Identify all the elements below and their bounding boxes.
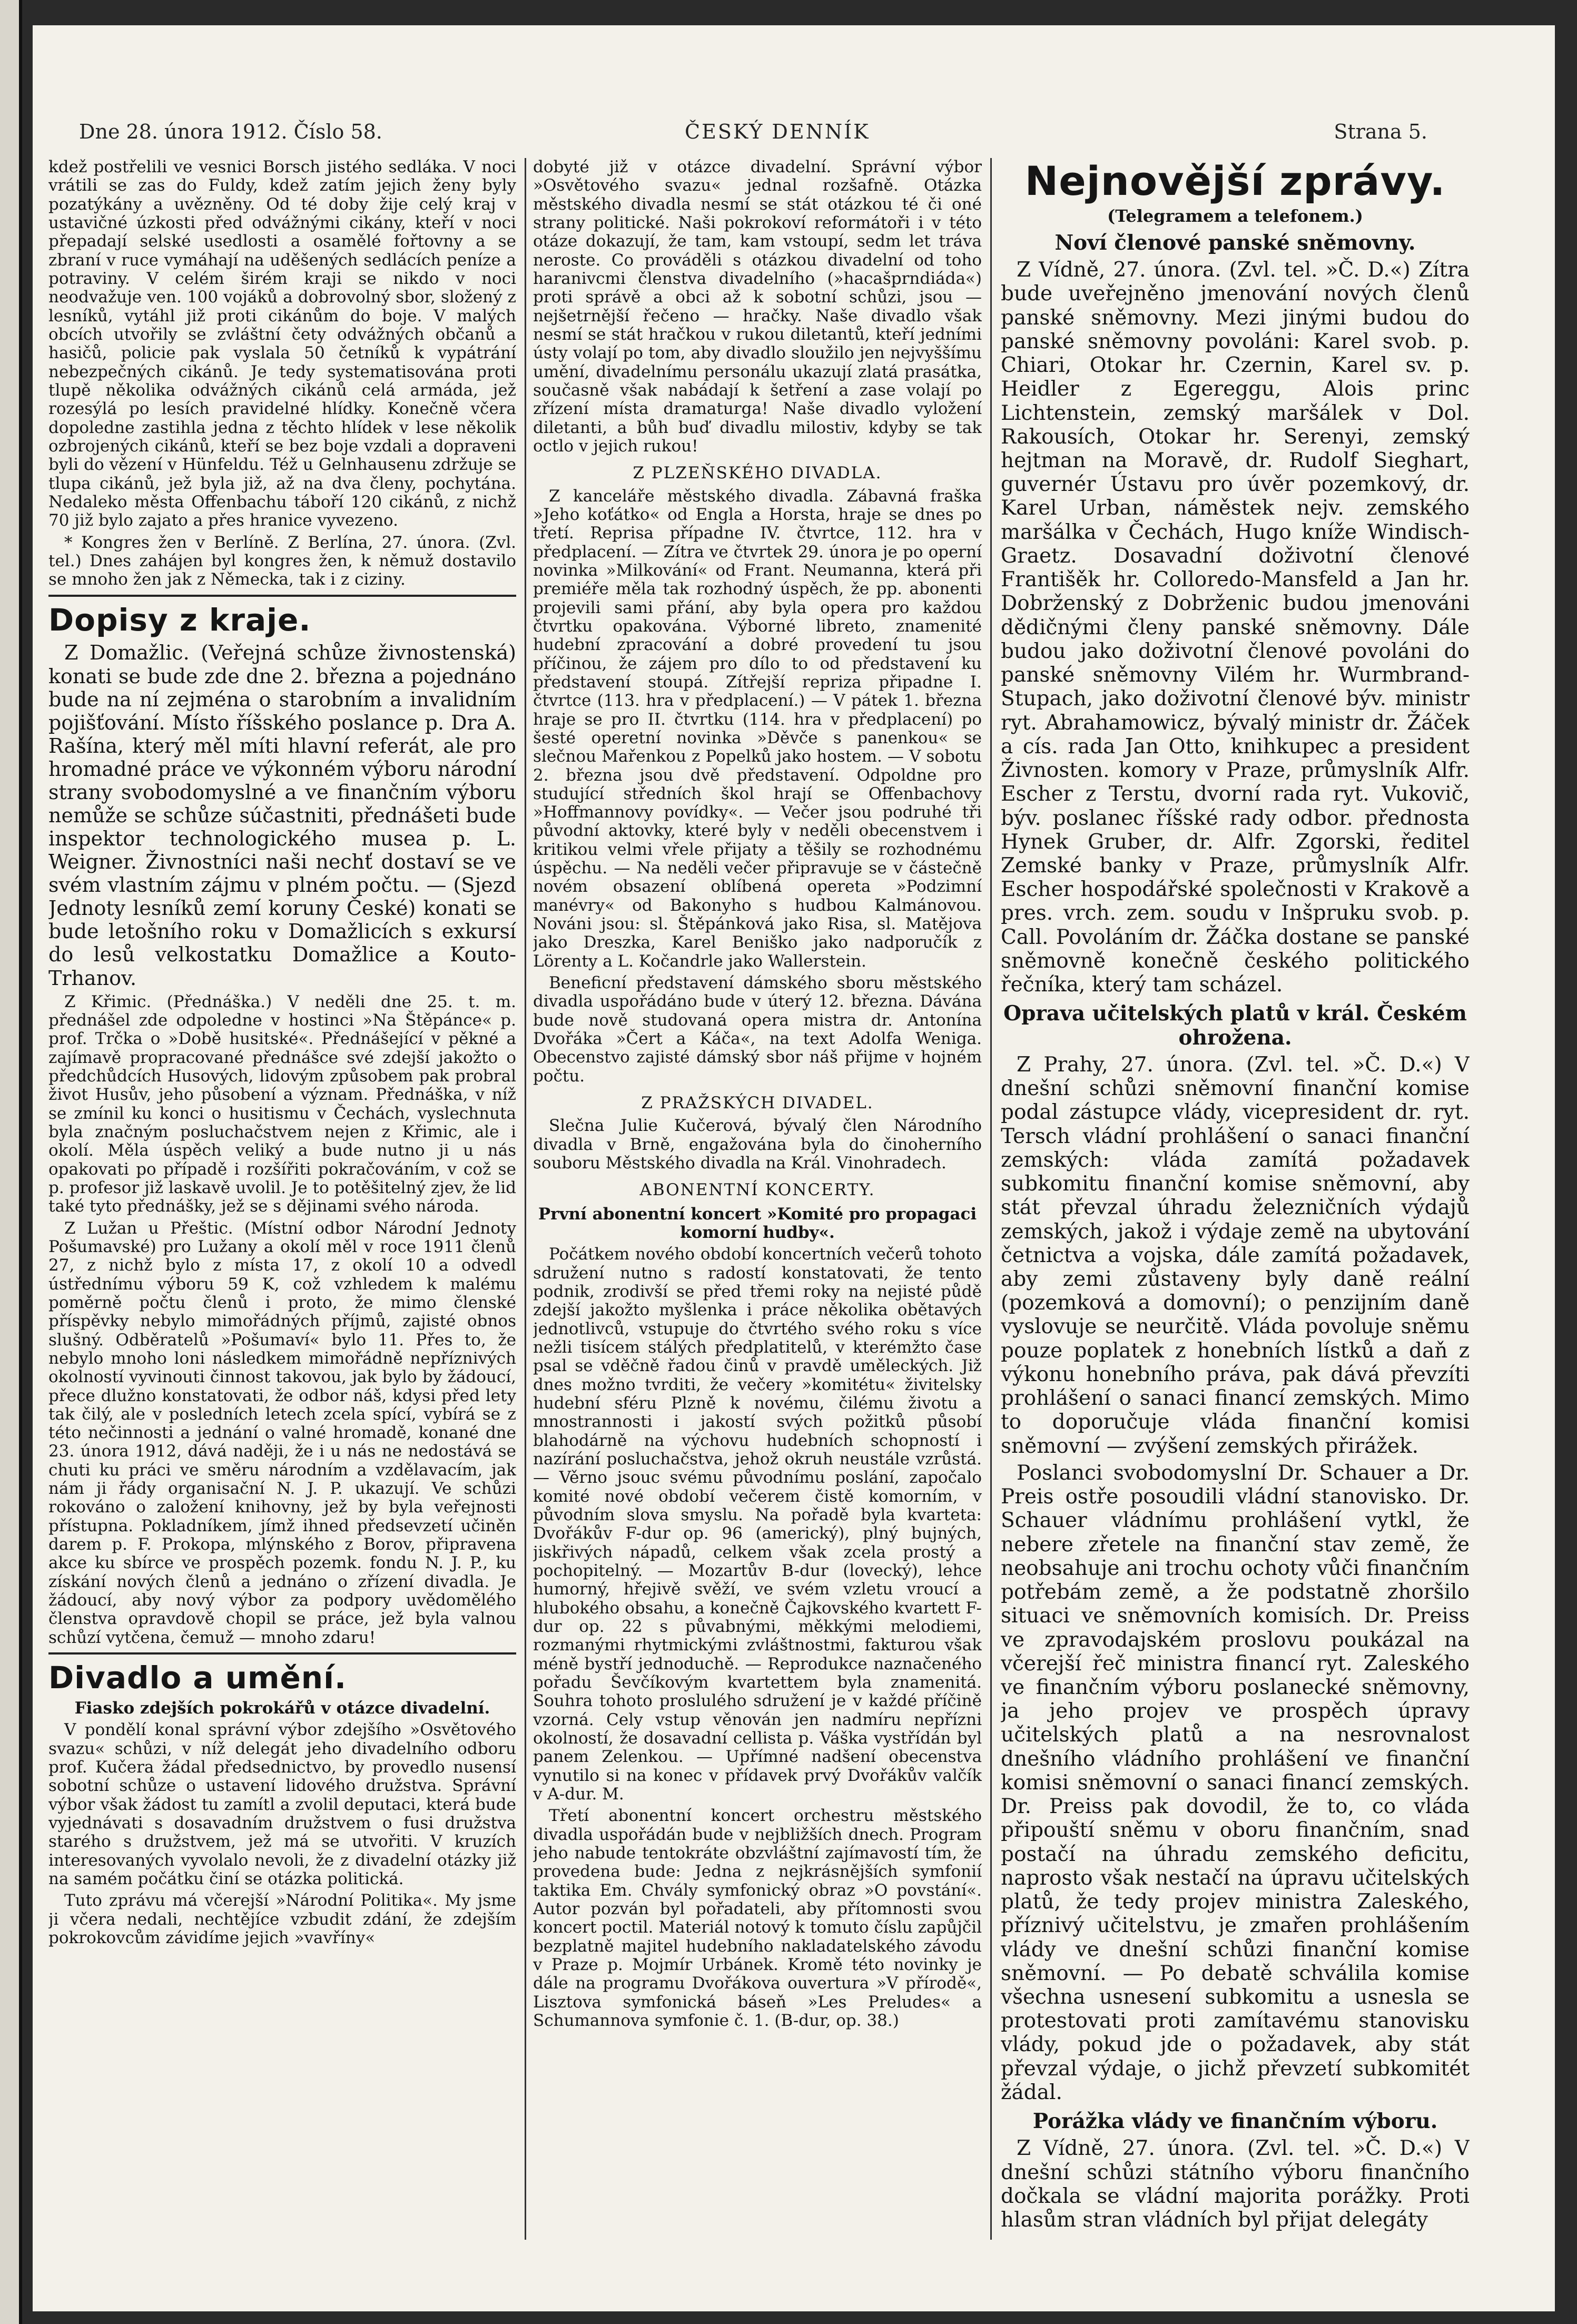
- section-heading: ABONENTNÍ KONCERTY.: [639, 1180, 875, 1200]
- article-text: Beneficní představení dámského sboru městského divadla uspořádáno bude v úterý 12. března. Dávána bude nově studovaná opera mistra dr. Antonína Dvořáka »Čert a Káča«, na text Adolfa Weniga. Obecenstvo zajisté dámský sbor náš přijme v hojném počtu.: [533, 973, 982, 1086]
- article-title: První abonentní koncert »Komité pro propagaci komorní hudby«.: [538, 1204, 977, 1243]
- article-title: Noví členové panské sněmovny.: [1054, 230, 1416, 255]
- article-text: * Kongres žen v Berlíně. Z Berlína, 27. února. (Zvl. tel.) Dnes zahájen byl kongres žen, k němuž dostavilo se mnoho žen jak z Německa, tak i z ciziny.: [48, 533, 516, 589]
- article-text: Třetí abonentní koncert orchestru městského divadla uspořádán bude v nejbližších dnech. Program jeho nabude tentokráte obzvláštní zajímavostí tím, že provedena bude: Jedna z nejkrásnějších symfonií taktika Em. Chvály symfonický obraz »O povstání«. Autor pozván byl pořadateli, aby přítomnosti svou koncert poctil. Materiál notový k tomuto číslu zapůjčil bezplatně majitel hudebního nakladatelského závodu v Praze p. Mojmír Urbánek. Kromě této novinky je dále na programu Dvořákova ouvertura »V přírodě«, Lisztova symfonická báseň »Les Preludes« a Schumannova symfonie č. 1. (B-dur, op. 38.): [533, 1806, 982, 2030]
- column-3: [1001, 158, 1470, 2240]
- subheading: (Telegramem a telefonem.): [1107, 205, 1363, 226]
- column-1: [48, 158, 516, 2240]
- article-text: Z kanceláře městského divadla. Zábavná fraška »Jeho koťátko« od Engla a Horsta, hraje se dnes po třetí. Reprisa případne IV. čtvrtce, 112. hra v předplacení. — Zítra ve čtvrtek 29. února je po operní novinka »Milkování« od Frant. Neumanna, která při premiéře měla tak rozhodný úspěch, že pp. abonenti projevili sami přání, aby byla opera pro každou čtvrtku opakována. Výborné libreto, znamenité hudební zpracování a dobré provedení tu jsou příčinou, že zájem pro dílo to od představení ku představení stoupá. Zítřejší repriza připadne I. čtvrtce (113. hra v předplacení.) — V pátek 1. března hraje se pro II. čtvrtku (114. hra v předplacení) po šesté operetní novinka »Děvče s panenkou« se slečnou Mařenkou z Popelků jako hostem. — V sobotu 2. března jsou dvě představení. Odpoldne pro studující středních škol hrají se Offenbachovy »Hoffmannovy povídky«. — Večer jsou podruhé tři původní aktovky, které byly v neděli obecenstvem i kritikou velmi vřele přijaty a těšily se rozhodnému úspěchu. — Na neděli večer připravuje se v částečně novém obsazení oblíbená opereta »Podzimní manévry« od Bakonyho s hudbou Kalmánovou. Nováni jsou: sl. Štěpánková jako Risa, sl. Matějova jako Dreszka, Karel Beniško jako nadporučík z Lörenty a L. Kočandrle jako Wallerstein.: [533, 486, 982, 971]
- column-rule: [990, 158, 992, 2240]
- article-title: Oprava učitelských platů v král. Českém ohrožena.: [1003, 1001, 1467, 1050]
- column-rule: [525, 158, 526, 2240]
- article-title: Fiasko zdejších pokrokářů v otázce divadelní.: [74, 1698, 490, 1718]
- article-text: V pondělí konal správní výbor zdejšího »Osvětového svazu« schůzi, v níž delegát jeho divadelního odboru prof. Kučera žádal předsednictvo, by provedlo nusensí sobotní schůze o ustavení lidového družstva. Správní výbor však žádost tu zamítl a zvolil deputaci, která bude vyjednávati s dosavadním družstvem o fusi družstva starého s družstvem, jež má se utvořiti. V kruzích interesovaných vyvolalo nevoli, že z divadelní otázky již na samém počátku činí se otázka politická.: [48, 1720, 516, 1888]
- article-text: Z Lužan u Přeštic. (Místní odbor Národní Jednoty Pošumavské) pro Lužany a okolí měl v roce 1911 členů 27, z nichž bylo z místa 17, z okolí 10 a odvedl ústřednímu výboru 59 K, což vzhledem k malému poměrně počtu členů i proto, že mimo členské příspěvky nebylo mimořádných příjmů, zajisté obnos slušný. Odběratelů »Pošumaví« bylo 11. Přes to, že nebylo mnoho loni následkem mimořádně nepříznivých okolností vyvinouti činnost takovou, jak bylo by žádoucí, přece dlužno konstatovati, že odbor náš, kdysi před lety tak čilý, ale v posledních letech zcela spící, vybírá se z této nečinnosti a jednání o valné hromadě, konané dne 23. února 1912, dává naději, že i u nás ne nedostává se chuti ku práci ve směru národním a vzdělavacím, jak nám ji řády organisační N. J. P. ukazují. Ve schůzi rokováno o založení knihovny, jež by byla veřejnosti přístupna. Pokladníkem, jímž ihned předsevzetí učiněn darem p. F. Prokopa, mlýnského z Borov, připravena akce ku sbírce ve prospěch pozemk. fondu N. J. P., ku získání nových členů a jednáno o zřízení divadla. Je žádoucí, aby nový výbor za podpory uvědomělého členstva opravdově chopil se práce, jež byla valnou schůzí vytčena, čemuž — mnoho zdaru!: [48, 1218, 516, 1647]
- article-title: Porážka vlády ve finančním výboru.: [1032, 2109, 1438, 2134]
- article-text: Tuto zprávu má včerejší »Národní Politika«. My jsme ji včera nedali, nechtějíce vzbudit zdání, že zdejším pokrokovcům závidíme jejich »vavříny«: [48, 1891, 516, 1947]
- article-text: dobyté již v otázce divadelní. Správní výbor »Osvětového svazu« jednal rozšafně. Otázka městského divadla nesmí se stát otázkou té či oné strany politické. Naši pokrokoví reformátoři i v této otáze dokazují, že tam, kam vstoupí, sedm let tráva neroste. Co prováděli s otázkou divadelní od toho haranivcmi členstva divadelního (»hacašprndiáda«) proti správě a obci až k sobotní schůzi, jsou — nejšetrnější řečeno — hračky. Naše divadlo však nesmí se stát hračkou v rukou diletantů, kteří jedními ústy volají po tom, aby divadlo sloužilo jen nejvyššímu umění, divadelnímu personálu ukazují zlatá prasátka, současně však nabádají k šetření a zase volají po zřízení místa dramaturga! Naše divadlo vyložení diletanti, a bůh buď divadlu milostiv, kdyby se tak octlo v jejich rukou!: [533, 158, 982, 456]
- article-text: kdež postřelili ve vesnici Borsch jistého sedláka. V noci vrátili se zas do Fuldy, kdež zatím jejich ženy byly pozatýkány a uvězněny. Od té doby žije celý kraj v ustavičné úzkosti před odvážnými cikány, kteří v noci přepadají selské usedlosti a osamělé fořtovny a se zbraní v ruce vymáhají na uděšených sedlácích peníze a potraviny. V celém širém kraji se nikdo v noci neodvažuje ven. 100 vojáků a dobrovolný sbor, složený z lesníků, vytáhl již proti cikánům do boje. V malých obcích utvořily se zvláštní čety odvážných občanů a hasičů, policie pak vyslala 50 četníků k vypátrání nebezpečných cikánů. Je tedy systematisována proti tlupě několika odvážných cikánů celá armáda, jež rozesýlá po lesích pravidelné hlídky. Konečně včera dopoledne zastihla jedna z těchto hlídek v lese několik ozbrojených cikánů, kteří se bez boje vzdali a dopraveni byli do vězení v Hünfeldu. Též u Gelnhausenu zdržuje se tlupa cikánů, jež byla již, až na dva členy, pochytána. Nedaleko města Offenbachu táboří 120 cikánů, z nichž 70 již bylo zajato a přes hranice vyvezeno.: [48, 158, 516, 530]
- article-text: Z Vídně, 27. února. (Zvl. tel. »Č. D.«) V dnešní schůzi státního výboru finančního dočkala se vládní majorita porážky. Proti hlasům stran vládních byl přijat delegáty: [1001, 2136, 1470, 2232]
- page-spine: [0, 0, 22, 2324]
- issue-date: Dne 28. února 1912. Číslo 58.: [79, 120, 382, 143]
- article-text: Z Prahy, 27. února. (Zvl. tel. »Č. D.«) V dnešní schůzi sněmovní finanční komise podal zástupce vlády, vicepresident dr. ryt. Tersch vládní prohlášení o sanaci finanční zemských: vláda zamítá požadavek subkomitu finanční komise sněmovní, aby stát převzal úhradu železničních výdajů zemských, jakož i výdaje země na ubytování četnictva a vojska, dále zamítá požadavek, aby zemi zůstaveny byly daně reální (pozemková a domovní); o penzijním daně vyslovuje se neurčitě. Vláda povoluje sněmu pouze poplatek z honebních lístků a daň z výkonu honebního práva, pak dává převzíti prohlášení o sanaci financí zemských. Mimo to doporučuje vláda finanční komisi sněmovní — zvýšení zemských přirážek.: [1001, 1052, 1470, 1458]
- section-heading: Dopisy z kraje.: [48, 602, 311, 638]
- section-heading: Divadlo a umění.: [48, 1660, 347, 1696]
- article-text: Z Domažlic. (Veřejná schůze živnostenská) konati se bude zde dne 2. března a pojednáno bude na ní zejména o starobním a invalidním pojišťování. Místo říšského poslance p. Dra A. Rašína, který měl míti hlavní referát, ale pro hromadné práce ve výkonném výboru národní strany svobodomyslné a ve finančním výboru nemůže se schůze súčastniti, přednášeti bude inspektor technologického musea p. L. Weigner. Živnostníci naši nechť dostaví se ve svém vlastním zájmu v plném počtu. — (Sjezd Jednoty lesníků zemí koruny České) konati se bude letošního roku v Domažlicích s exkursí do lesů velkostatku Domažlice a Kouto-Trhanov.: [48, 641, 516, 990]
- article-text: Z Vídně, 27. února. (Zvl. tel. »Č. D.«) Zítra bude uveřejněno jmenování nových členů panské sněmovny. Mezi jinými budou do panské sněmovny povoláni: Karel svob. p. Chiari, Otokar hr. Czernin, Karel sv. p. Heidler z Egereggu, Alois princ Lichtenstein, zemský maršálek v Dol. Rakousích, Otokar hr. Serenyi, zemský hejtman na Moravě, dr. Rudolf Sieghart, guvernér Ústavu pro úvěr pozemkový, dr. Karel Urban, náměstek nejv. zemského maršálka v Čechách, Hugo kníže Windisch-Graetz. Dosavadní doživotní členové Františěk hr. Colloredo-Mansfeld a Jan hr. Dobrženský z Dobrženic budou jmenováni dědičnými členy panské sněmovny. Dále budou jako doživotní členové povoláni do panské sněmovny Vilém hr. Wurmbrand-Stupach, jako doživotní členové býv. ministr ryt. Abrahamowicz, bývalý ministr dr. Žáček a cís. rada Jan Otto, knihkupec a president Živnosten. komory v Praze, průmyslník Alfr. Escher z Terstu, dvorní rada ryt. Vukovič, býv. poslanec říšské rady odbor. přednosta Hynek Gruber, dr. Alfr. Zgorski, ředitel Zemské banky v Praze, průmyslník Alfr. Escher hospodářské společnosti v Krakově a pres. vrch. zem. soudu v Inšpruku svob. p. Call. Povoláním dr. Žáčka dostane se panské sněmovně konečně českého politického řečníka, který tam scházel.: [1001, 258, 1470, 997]
- page-number: Strana 5.: [1334, 120, 1427, 143]
- article-text: Poslanci svobodomyslní Dr. Schauer a Dr. Preis ostře posoudili vládní stanovisko. Dr. Schauer vládnímu prohlášení vytkl, že nebere zřetele na finanční stav země, že neobsahuje ani trochu ochoty vůči finančním potřebám země, a že podstatně zhoršilo situaci ve sněmovních komisích. Dr. Preiss ve zpravodajském proslovu poukázal na včerejší řeč ministra financí ryt. Zaleského ve finančním výboru poslanecké sněmovny, ja jeho projev ve prospěch úpravy učitelských platů a na nesrovnalost dnešního vládního prohlášení ve finanční komisi sněmovní o sanaci financí zemských. Dr. Preiss pak dovodil, že to, co vláda připouští sněmu v oboru finančním, snad postačí na úhradu zemského deficitu, naprosto však nestačí na úpravu učitelských platů, že tedy projev ministra Zaleského, příznivý učitelstvu, je zmařen prohlášením vlády ve dnešní schůzi finanční komise sněmovní. — Po debatě schválila komise všechna usnesení subkomitu a usnesla se protestovati proti zamítavému stanovisku vlády, pokud jde o požadavek, aby stát převzal výdaje, o jichž převzetí subkomitét žádal.: [1001, 1461, 1470, 2104]
- article-text: Z Křimic. (Přednáška.) V neděli dne 25. t. m. přednášel zde odpoledne v hostinci »Na Štěpánce« p. prof. Trčka o »Době husitské«. Přednášející v pěkné a zajímavě propracované přednášce své zdejší jakožto o předchůdcích Husových, lidovým způsobem pak probral život Husův, jeho působení a význam. Přednáška, v níž se zmínil ku konci o husitismu v Čechách, vyslechnuta byla značným posluchačstvem nejen z Křimic, ale i okolí. Měla úspěch veliký a bude nutno ji u nás opakovati po případě i rozšířiti pokračováním, v což se p. profesor již laskavě uvolil. Je to potěšitelný zjev, že lid také tyto přednášky, jež se s dějinami svého národa.: [48, 992, 516, 1216]
- section-heading: Z PRAŽSKÝCH DIVADEL.: [641, 1094, 874, 1113]
- masthead: ČESKÝ DENNÍK: [685, 120, 870, 143]
- page-header: [79, 120, 1427, 152]
- section-heading: Nejnovější zprávy.: [1024, 158, 1446, 204]
- column-2: [533, 158, 982, 2240]
- article-text: Počátkem nového období koncertních večerů tohoto sdružení nutno s radostí konstatovati, že tento podnik, zrodivší se před třemi roky na nejisté půdě zdejší jakožto myšlenka i práce několika obětavých jednotlivců, vstupuje do čtvrtého svého roku s více nežli tisícem stálých předplatitelů, v kterémžto čase psal se vděčně řadou činů v pravdě uměleckých. Již dnes možno tvrditi, že večery »komitétu« živitelsky hudební sféru Plzně k novému, čilému životu a mnostrannosti i jakostí svých požitků působí blahodárně na výchovu hudebních schopností i nazírání posluchačstva, jehož okruh neustále vzrůstá. — Věrno jsouc svému původnímu poslání, započalo komité nové období večerem čistě komorním, v původním slova smyslu. Na pořadě byla kvarteta: Dvořákův F-dur op. 96 (americký), plný bujných, jiskřivých nápadů, celkem však zcela prostý a pochopitelný. — Mozartův B-dur (lovecký), lehce humorný, hřejivě svěží, ve svém vzletu vroucí a hlubokého obsahu, a konečně Čajkovského kvartett F-dur op. 22 s půvabnými, měkkými melodiemi, rozmanými rhytmickými zvláštnostmi, fakturou však méně bystří jednoduchě. — Reprodukce naznačeného pořadu Ševčíkovým kvartettem byla znamenitá. Souhra tohoto proslulého sdružení je v každé příčině vzorná. Cely vstup věnován jen nadmíru nepřízni okolností, že dosavadní cellista p. Váška vystřídán byl panem Zelenkou. — Upřímné nadšení obecenstva vynutilo si na konec v přídavek prvý Dvořákův valčík v A-dur. M.: [533, 1245, 982, 1804]
- article-text: Slečna Julie Kučerová, bývalý člen Národního divadla v Brně, engažována byla do činoherního souboru Městského divadla na Král. Vinohradech.: [533, 1116, 982, 1173]
- divider: [48, 1652, 516, 1655]
- divider: [48, 595, 516, 597]
- section-heading: Z PLZEŇSKÉHO DIVADLA.: [633, 464, 882, 483]
